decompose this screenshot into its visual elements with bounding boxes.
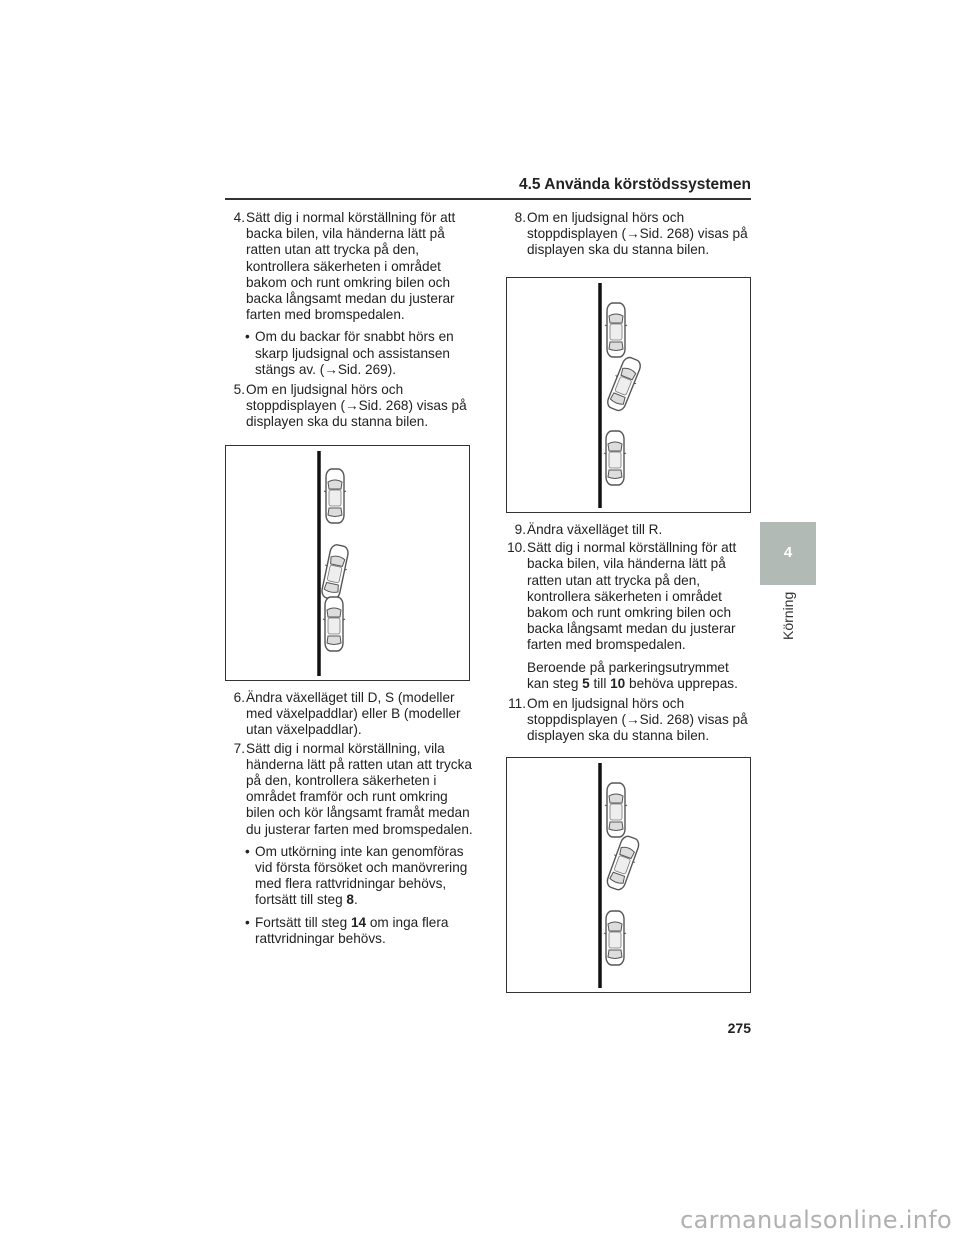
step-number: 11. bbox=[508, 696, 526, 712]
parked-car-rear bbox=[323, 597, 345, 651]
step-text: Om en ljudsignal hörs och stoppdisplayen (→Sid. 268) visas på displayen ska du stanna bilen. bbox=[527, 210, 748, 258]
bullet-dot: • bbox=[245, 329, 250, 345]
step-text: Om en ljudsignal hörs och stoppdisplayen (→Sid. 268) visas på displayen ska du stanna bilen. bbox=[527, 696, 748, 744]
step-7-bullet-1 bbox=[225, 844, 477, 909]
watermark: carmanualsonline.info bbox=[680, 1206, 952, 1234]
bullet-text: Fortsätt till steg bbox=[255, 914, 351, 930]
step-ref: 8 bbox=[346, 892, 354, 908]
note-text-mid: till bbox=[589, 675, 611, 691]
step-ref: 14 bbox=[350, 914, 367, 930]
chapter-number: 4 bbox=[783, 544, 793, 561]
parked-car-rear bbox=[604, 911, 626, 965]
bullet-dot: • bbox=[245, 843, 250, 859]
bullet-text: Om utkörning inte kan genomföras vid första försöket och manövrering med flera rattvridningar behövs, fortsätt till steg bbox=[255, 843, 468, 908]
step-text: Om en ljudsignal hörs och stoppdisplayen (→Sid. 268) visas på displayen ska du stanna bilen. bbox=[246, 382, 467, 430]
chapter-label-text: Körning bbox=[780, 591, 796, 640]
parking-diagram-1 bbox=[225, 445, 470, 681]
step-text: Sätt dig i normal körställning för att backa bilen, vila händerna lätt på ratten utan att trycka på den, kontrollera säkerheten i området bakom och runt omkring bilen och backa långsamt medan du justerar farten med bromspedalen. bbox=[527, 540, 737, 653]
section-header: 4.5 Använda körstödssystemen bbox=[518, 176, 751, 193]
step-text: Ändra växelläget till D, S (modeller med växelpaddlar) eller B (modeller utan växelpaddlar). bbox=[246, 690, 461, 738]
step-4-bullet bbox=[225, 329, 477, 378]
right-column-top bbox=[506, 210, 752, 261]
parked-car-rear bbox=[604, 431, 626, 485]
step-number: 7. bbox=[233, 740, 245, 756]
parking-illustration-reverse bbox=[226, 446, 469, 680]
page-number: 275 bbox=[727, 1020, 751, 1036]
parking-illustration-exit-forward bbox=[507, 278, 750, 512]
parked-car-front bbox=[324, 469, 346, 523]
step-6 bbox=[225, 690, 477, 739]
step-number: 8. bbox=[514, 210, 526, 225]
left-column-lower bbox=[225, 690, 477, 951]
right-column-bottom bbox=[506, 522, 752, 747]
bullet-text: Om du backar för snabbt hörs en skarp ljudsignal och assistansen stängs av. (→Sid. 269). bbox=[255, 329, 454, 377]
bullet-dot: • bbox=[245, 914, 250, 930]
parking-diagram-3 bbox=[506, 757, 751, 993]
note-text: Beroende på parkeringsutrymmet kan steg bbox=[527, 659, 729, 691]
step-text: Ändra växelläget till R. bbox=[527, 522, 663, 537]
step-8 bbox=[506, 210, 752, 259]
own-car bbox=[603, 834, 642, 892]
step-text: Sätt dig i normal körställning för att backa bilen, vila händerna lätt på ratten utan att trycka på den, kontrollera säkerheten i området bakom och runt omkring bilen och backa långsamt medan du justerar farten med bromspedalen. bbox=[246, 210, 456, 323]
own-car bbox=[319, 543, 352, 600]
header-rule bbox=[225, 198, 751, 200]
step-4 bbox=[225, 210, 477, 323]
own-car bbox=[604, 355, 645, 413]
step-text: Sätt dig i normal körställning, vila händerna lätt på ratten utan att trycka på den, kontrollera säkerheten i området framför och runt omkring bilen och kör långsamt framåt medan du justerar farten med bromspedalen. bbox=[246, 740, 473, 837]
step-number: 4. bbox=[233, 210, 245, 225]
step-7 bbox=[225, 741, 477, 838]
step-5 bbox=[225, 382, 477, 431]
chapter-label bbox=[776, 588, 800, 648]
step-10-note bbox=[506, 660, 752, 692]
bullet-text-end: om inga flera rattvridningar behövs. bbox=[255, 914, 449, 946]
bullet-text-end: . bbox=[353, 892, 358, 908]
step-number: 5. bbox=[233, 382, 245, 398]
step-number: 10. bbox=[507, 540, 526, 556]
note-text-end: behöva upprepas. bbox=[625, 675, 738, 691]
step-ref: 10 bbox=[610, 675, 626, 691]
step-7-bullet-2 bbox=[225, 915, 477, 947]
step-11 bbox=[506, 696, 752, 745]
parking-diagram-2 bbox=[506, 277, 751, 513]
step-number: 6. bbox=[233, 690, 245, 705]
parked-car-front bbox=[605, 783, 627, 837]
step-number: 9. bbox=[514, 522, 526, 537]
left-column bbox=[225, 210, 477, 433]
step-9 bbox=[506, 522, 752, 538]
parking-illustration-reverse-again bbox=[507, 758, 750, 992]
step-ref: 5 bbox=[582, 675, 590, 691]
step-10 bbox=[506, 540, 752, 653]
parked-car-front bbox=[605, 303, 627, 357]
